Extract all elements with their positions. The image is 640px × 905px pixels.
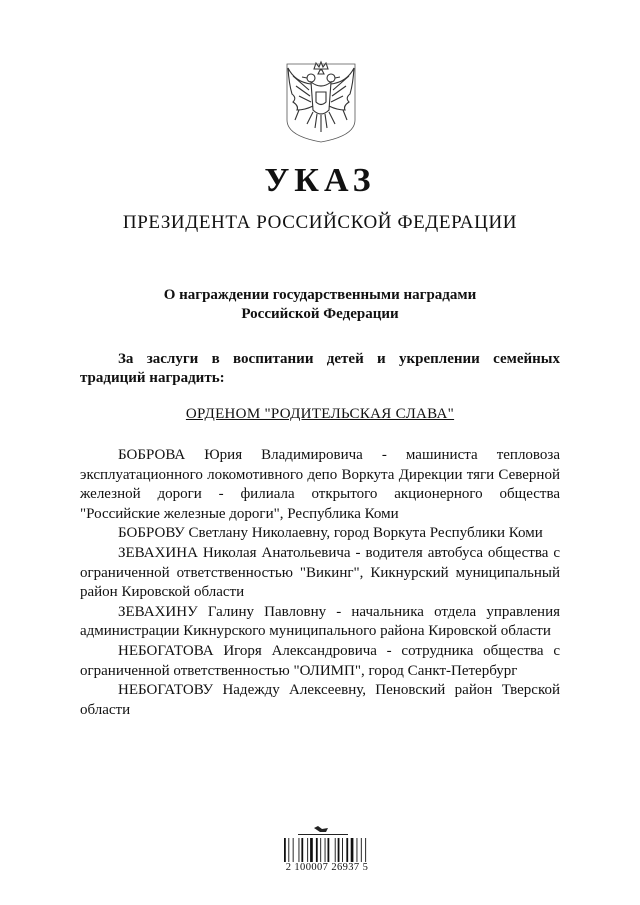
subject-line-2: Российской Федерации [241, 306, 399, 322]
decree-title: УКАЗ [264, 162, 376, 199]
coat-of-arms-icon [283, 60, 359, 144]
awardee-entry: БОБРОВУ Светлану Николаевну, город Воркута Республики Коми [118, 525, 543, 542]
order-name: ОРДЕНОМ "РОДИТЕЛЬСКАЯ СЛАВА" [185, 406, 455, 422]
barcode-number: 2 100007 26937 5 [285, 862, 369, 873]
awardee-list [80, 446, 560, 720]
intro-paragraph: За заслуги в воспитании детей и укреплении семейных традиций наградить: [80, 351, 560, 386]
awardee-entry: ЗЕВАХИНА Николая Анатольевича - водителя автобуса общества с ограниченной ответственностью "Викинг", Кикнурский муниципальный район Кировской области [80, 544, 560, 601]
barcode-icon [278, 826, 370, 886]
awardee-entry: НЕБОГАТОВА Игоря Александровича - сотрудника общества с ограниченной ответственностью "ОЛИМП", город Санкт-Петербург [80, 642, 560, 679]
subject-line-1: О награждении государственными наградами [163, 287, 477, 303]
awardee-entry: БОБРОВА Юрия Владимировича - машиниста тепловоза эксплуатационного локомотивного депо Воркута Дирекции тяги Северной железной дороги - филиала открытого акционерного общества "Российские железные дороги", Республика Коми [80, 447, 560, 522]
awardee-entry: НЕБОГАТОВУ Надежду Алексеевну, Пеновский район Тверской области [80, 682, 560, 718]
awardee-entry: ЗЕВАХИНУ Галину Павловну - начальника отдела управления администрации Кикнурского муниципального района Кировской области [80, 603, 560, 640]
decree-subject [0, 286, 640, 324]
decree-subtitle: ПРЕЗИДЕНТА РОССИЙСКОЙ ФЕДЕРАЦИИ [122, 212, 518, 233]
